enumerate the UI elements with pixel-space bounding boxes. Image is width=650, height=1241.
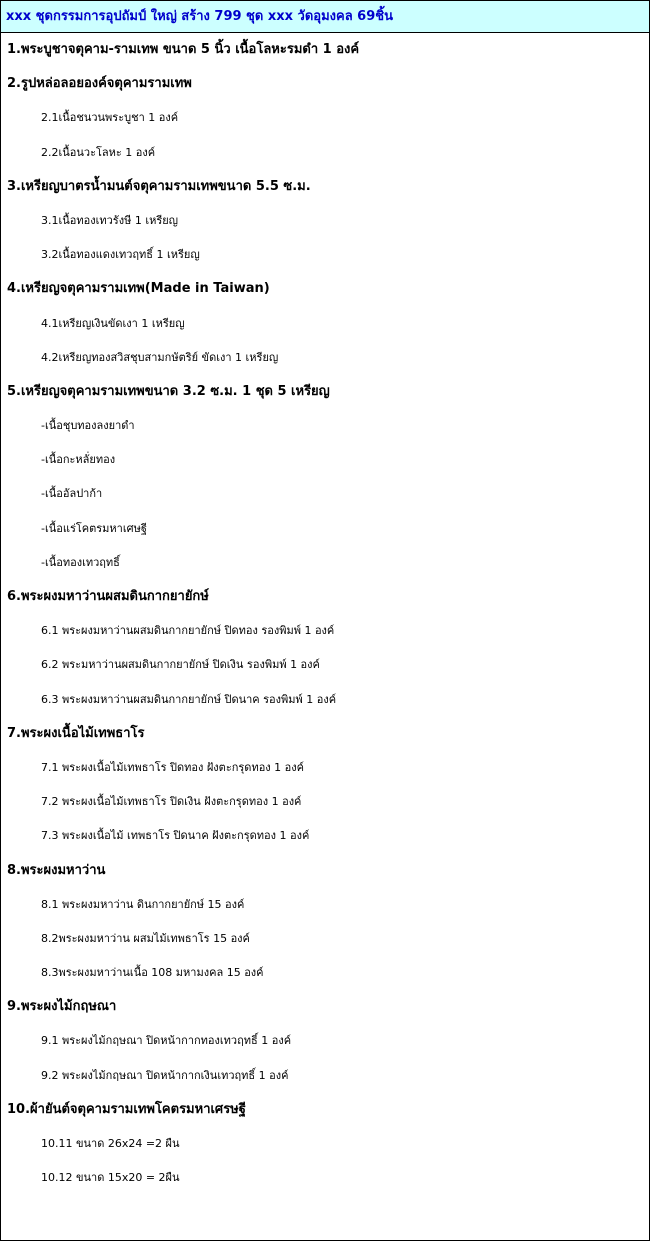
list-item: 10.12 ขนาด 15x20 = 2ผืน: [41, 1171, 180, 1185]
list-item: 7.1 พระผงเนื้อไม้เทพธาโร ปิดทอง ฝังตะกรุดทอง 1 องค์: [41, 760, 304, 774]
section-heading: 5.เหรียญจตุคามรามเทพขนาด 3.2 ซ.ม. 1 ชุด 5 เหรียญ: [7, 383, 330, 399]
section-heading: 1.พระบูชาจตุคาม-รามเทพ ขนาด 5 นิ้ว เนื้อโลหะรมดำ 1 องค์: [7, 42, 360, 57]
list-item: 3.2เนื้อทองแดงเทวฤทธิ์ 1 เหรียญ: [41, 248, 200, 262]
list-item: 4.2เหรียญทองสวิสชุบสามกษัตริย์ ขัดเงา 1 เหรียญ: [41, 350, 279, 364]
list-item: -เนื้อชุบทองลงยาดำ: [41, 419, 135, 433]
list-item: -เนื้อทองเทวฤทธิ์: [41, 555, 120, 569]
list-item: 8.1 พระผงมหาว่าน ดินกากยายักษ์ 15 องค์: [41, 897, 245, 911]
list-item: 3.1เนื้อทองเทวรังษี 1 เหรียญ: [41, 213, 179, 227]
section-heading: 7.พระผงเนื้อไม้เทพธาโร: [7, 725, 145, 741]
list-item: 6.1 พระผงมหาว่านผสมดินกากยายักษ์ ปิดทอง รองพิมพ์ 1 องค์: [41, 624, 335, 638]
list-item: 7.2 พระผงเนื้อไม้เทพธาโร ปิดเงิน ฝังตะกรุดทอง 1 องค์: [41, 795, 302, 809]
section-heading: 10.ผ้ายันต์จตุคามรามเทพโคตรมหาเศรษฐี: [7, 1101, 246, 1117]
list-item: 2.1เนื้อชนวนพระบูชา 1 องค์: [41, 111, 179, 125]
sheet-title: xxx ชุดกรรมการอุปถัมป์ ใหญ่ สร้าง 799 ชุด xxx วัดอุมงคล 69ชิ้น: [1, 0, 649, 33]
section-heading: 9.พระผงไม้กฤษณา: [7, 999, 117, 1015]
section-heading: 4.เหรียญจตุคามรามเทพ(Made in Taiwan): [7, 281, 270, 297]
list-item: 8.3พระผงมหาว่านเนื้อ 108 มหามงคล 15 องค์: [41, 966, 264, 980]
list-item: 6.3 พระผงมหาว่านผสมดินกากยายักษ์ ปิดนาค รองพิมพ์ 1 องค์: [41, 692, 337, 706]
list-item: 2.2เนื้อนวะโลหะ 1 องค์: [41, 145, 156, 159]
list-item: 9.2 พระผงไม้กฤษณา ปิดหน้ากากเงินเทวฤทธิ์ 1 องค์: [41, 1068, 289, 1082]
section-heading: 8.พระผงมหาว่าน: [7, 862, 106, 878]
list-item: -เนื้ออัลปาก้า: [41, 487, 103, 501]
list-item: -เนื้อกะหลั่ยทอง: [41, 453, 116, 467]
item-list: [1, 33, 649, 1195]
list-item: 7.3 พระผงเนื้อไม้ เทพธาโร ปิดนาค ฝังตะกรุดทอง 1 องค์: [41, 829, 310, 843]
list-item: 9.1 พระผงไม้กฤษณา ปิดหน้ากากทองเทวฤทธิ์ 1 องค์: [41, 1034, 292, 1048]
list-item: 6.2 พระมหาว่านผสมดินกากยายักษ์ ปิดเงิน รองพิมพ์ 1 องค์: [41, 658, 320, 672]
section-heading: 3.เหรียญบาตรน้ำมนต์จตุคามรามเทพขนาด 5.5 ซ.ม.: [7, 178, 311, 194]
list-item: 4.1เหรียญเงินขัดเงา 1 เหรียญ: [41, 316, 185, 330]
section-heading: 6.พระผงมหาว่านผสมดินกากยายักษ์: [7, 589, 209, 604]
list-item: -เนื้อแร่โคตรมหาเศษฐี: [41, 521, 147, 535]
section-heading: 2.รูปหล่อลอยองค์จตุคามรามเทพ: [7, 76, 192, 92]
list-item: 8.2พระผงมหาว่าน ผสมไม้เทพธาโร 15 องค์: [41, 931, 250, 945]
list-item: 10.11 ขนาด 26x24 =2 ผืน: [41, 1137, 180, 1150]
